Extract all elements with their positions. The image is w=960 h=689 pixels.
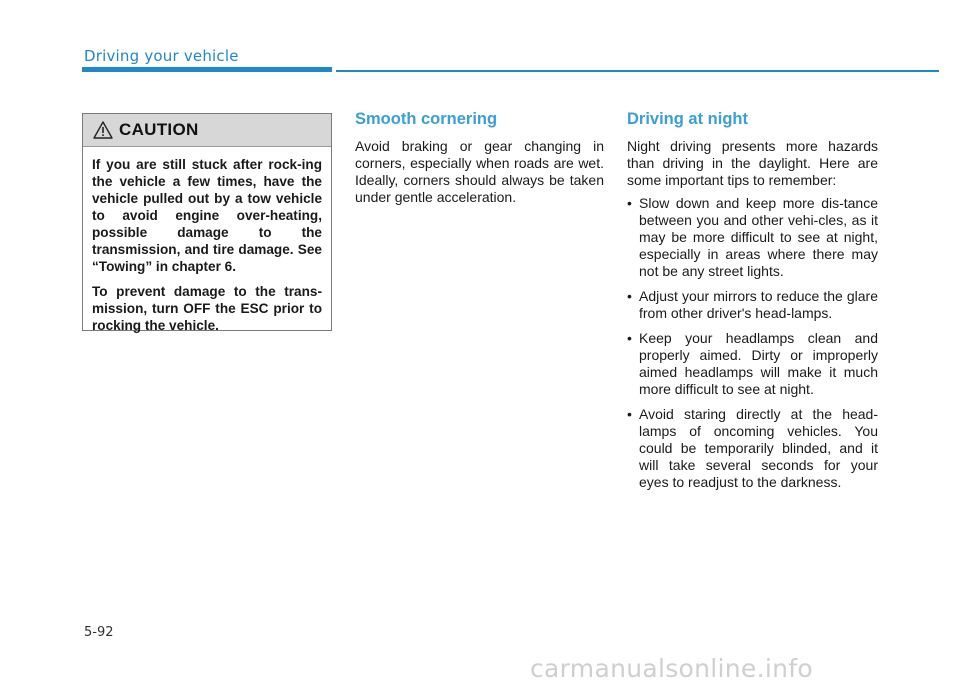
caution-paragraph: To prevent damage to the trans-mission, turn OFF the ESC prior to rocking the vehicle. xyxy=(92,284,322,333)
section-header-title: Driving your vehicle xyxy=(84,47,239,65)
header-rule-thick xyxy=(82,67,332,72)
smooth-cornering-title: Smooth cornering xyxy=(355,110,498,128)
list-item xyxy=(627,288,878,322)
smooth-cornering-section xyxy=(355,110,604,206)
caution-title: CAUTION xyxy=(119,120,199,139)
list-item-text: Avoid staring directly at the head-lamps of oncoming vehicles. You could be temporarily blinded, and it will take several seconds for your eyes to readjust to the darkness. xyxy=(639,406,878,490)
driving-at-night-section xyxy=(627,110,878,499)
header-rule-thin xyxy=(336,70,939,72)
driving-at-night-title: Driving at night xyxy=(627,110,748,128)
caution-header xyxy=(83,114,331,147)
driving-at-night-intro: Night driving presents more hazards than driving in the daylight. Here are some important tips to remember: xyxy=(627,138,878,188)
list-item-text: Adjust your mirrors to reduce the glare from other driver's head-lamps. xyxy=(639,288,878,321)
bullet-icon: • xyxy=(627,195,632,211)
list-item xyxy=(627,195,878,280)
page-number: 5-92 xyxy=(84,625,114,640)
warning-triangle-icon xyxy=(93,121,113,139)
caution-paragraph: If you are still stuck after rock-ing the vehicle a few times, have the vehicle pulled out by a tow vehicle to avoid engine over-heating, possible damage to the transmission, and tire damage. See “Towing” in chapter 6. xyxy=(92,157,322,274)
list-item-text: Keep your headlamps clean and properly aimed. Dirty or improperly aimed headlamps will make it much more difficult to see at night. xyxy=(639,330,878,397)
list-item-text: Slow down and keep more dis-tance between you and other vehi-cles, as it may be more difficult to see at night, especially in areas where there may not be any street lights. xyxy=(639,195,878,279)
list-item xyxy=(627,330,878,398)
bullet-icon: • xyxy=(627,406,632,422)
bullet-icon: • xyxy=(627,330,632,346)
watermark: carmanualsonline.info xyxy=(530,654,813,683)
bullet-icon: • xyxy=(627,288,632,304)
smooth-cornering-body: Avoid braking or gear changing in corners, especially when roads are wet. Ideally, corners should always be taken under gentle acceleration. xyxy=(355,138,604,205)
night-tips-list xyxy=(627,195,878,491)
list-item xyxy=(627,406,878,491)
caution-body xyxy=(83,147,331,334)
caution-box xyxy=(82,113,332,331)
